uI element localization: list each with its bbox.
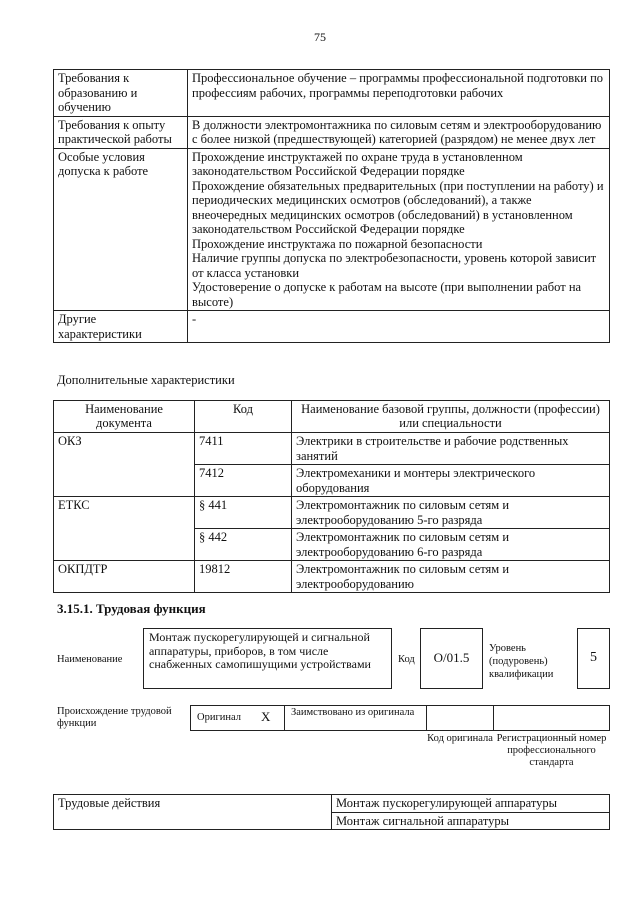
borrowed-cell [284, 705, 427, 731]
row-value: Профессиональное обучение – программы профессиональной подготовки по профессиям рабочих, программы переподготовки рабочих [188, 70, 610, 117]
row-value: В должности электромонтажника по силовым сетям и электрооборудованию с более низкой (предшествующей) категорией (разрядом) не менее двух лет [188, 116, 610, 148]
table-row [54, 311, 610, 343]
actions-label: Трудовые действия [54, 795, 332, 830]
name-cell: Электромеханики и монтеры электрического оборудования [292, 465, 610, 497]
table-header-row [54, 401, 610, 433]
code-cell: 7412 [195, 465, 292, 497]
table-row [54, 795, 610, 813]
code-label: Код [398, 654, 415, 665]
row-label: Особые условия допуска к работе [54, 148, 188, 311]
condition-line: Наличие группы допуска по электробезопасности, уровень которой зависит от класса установки [192, 251, 597, 280]
additional-table [53, 400, 610, 593]
reg-number-label: Регистрационный номер профессионального стандарта [496, 733, 607, 768]
condition-line: Прохождение обязательных предварительных (при поступлении на работу) и периодических медицинских осмотров (обследований), а также внеочередных медицинских осмотров (обследований) в установленном законодательством Российской Федерации порядке [192, 178, 604, 236]
code-cell: § 441 [195, 497, 292, 529]
code-cell: 7411 [195, 433, 292, 465]
requirements-table [53, 69, 610, 343]
condition-line: Удостоверение о допуске к работам на высоте (при выполнении работ на высоте) [192, 280, 582, 309]
row-label: Требования к образованию и обучению [54, 70, 188, 117]
origin-label: Происхождение трудовой функции [57, 706, 172, 729]
original-cell [190, 705, 285, 731]
table-row [54, 433, 610, 465]
row-label: Другие характеристики [54, 311, 188, 343]
name-cell: Электромонтажник по силовым сетям и электрооборудованию 6-го разряда [292, 529, 610, 561]
name-cell: Электромонтажник по силовым сетям и электрооборудованию 5-го разряда [292, 497, 610, 529]
page-number: 75 [314, 30, 326, 44]
name-label: Наименование [57, 654, 123, 665]
action-item: Монтаж сигнальной аппаратуры [332, 812, 610, 830]
table-row [54, 497, 610, 529]
origin-code-cell [426, 705, 494, 731]
name-cell: Электрики в строительстве и рабочие родственных занятий [292, 433, 610, 465]
row-value [188, 148, 610, 311]
original-mark: X [261, 709, 271, 724]
labor-actions-table [53, 794, 610, 830]
original-label: Оригинал [197, 712, 241, 723]
function-name-box: Монтаж пускорегулирующей и сигнальной аппаратуры, приборов, в том числе снабженных самопишущими устройствами [143, 628, 392, 689]
origin-code-label: Код оригинала [427, 733, 493, 744]
borrowed-label: Заимствовано из оригинала [291, 707, 415, 718]
table-row [54, 70, 610, 117]
name-cell: Электромонтажник по силовым сетям и электрооборудованию [292, 561, 610, 593]
action-item: Монтаж пускорегулирующей аппаратуры [332, 795, 610, 813]
labor-function-title: 3.15.1. Трудовая функция [57, 601, 206, 616]
doc-cell: ОКЗ [54, 433, 195, 497]
table-row [54, 116, 610, 148]
row-label: Требования к опыту практической работы [54, 116, 188, 148]
code-cell: 19812 [195, 561, 292, 593]
level-label: Уровень (подуровень) квалификации [489, 643, 554, 680]
condition-line: Прохождение инструктажа по пожарной безопасности [192, 236, 483, 251]
table-row [54, 561, 610, 593]
condition-line: Прохождение инструктажей по охране труда в установленном законодательством Российской Федерации порядке [192, 149, 523, 178]
code-box: O/01.5 [420, 628, 483, 689]
row-value: - [188, 311, 610, 343]
doc-cell: ЕТКС [54, 497, 195, 561]
column-header: Код [195, 401, 292, 433]
additional-title: Дополнительные характеристики [57, 373, 235, 387]
doc-cell: ОКПДТР [54, 561, 195, 593]
column-header: Наименование базовой группы, должности (профессии) или специальности [292, 401, 610, 433]
reg-number-cell [493, 705, 610, 731]
column-header: Наименование документа [54, 401, 195, 433]
code-cell: § 442 [195, 529, 292, 561]
level-box: 5 [577, 628, 610, 689]
table-row [54, 148, 610, 311]
